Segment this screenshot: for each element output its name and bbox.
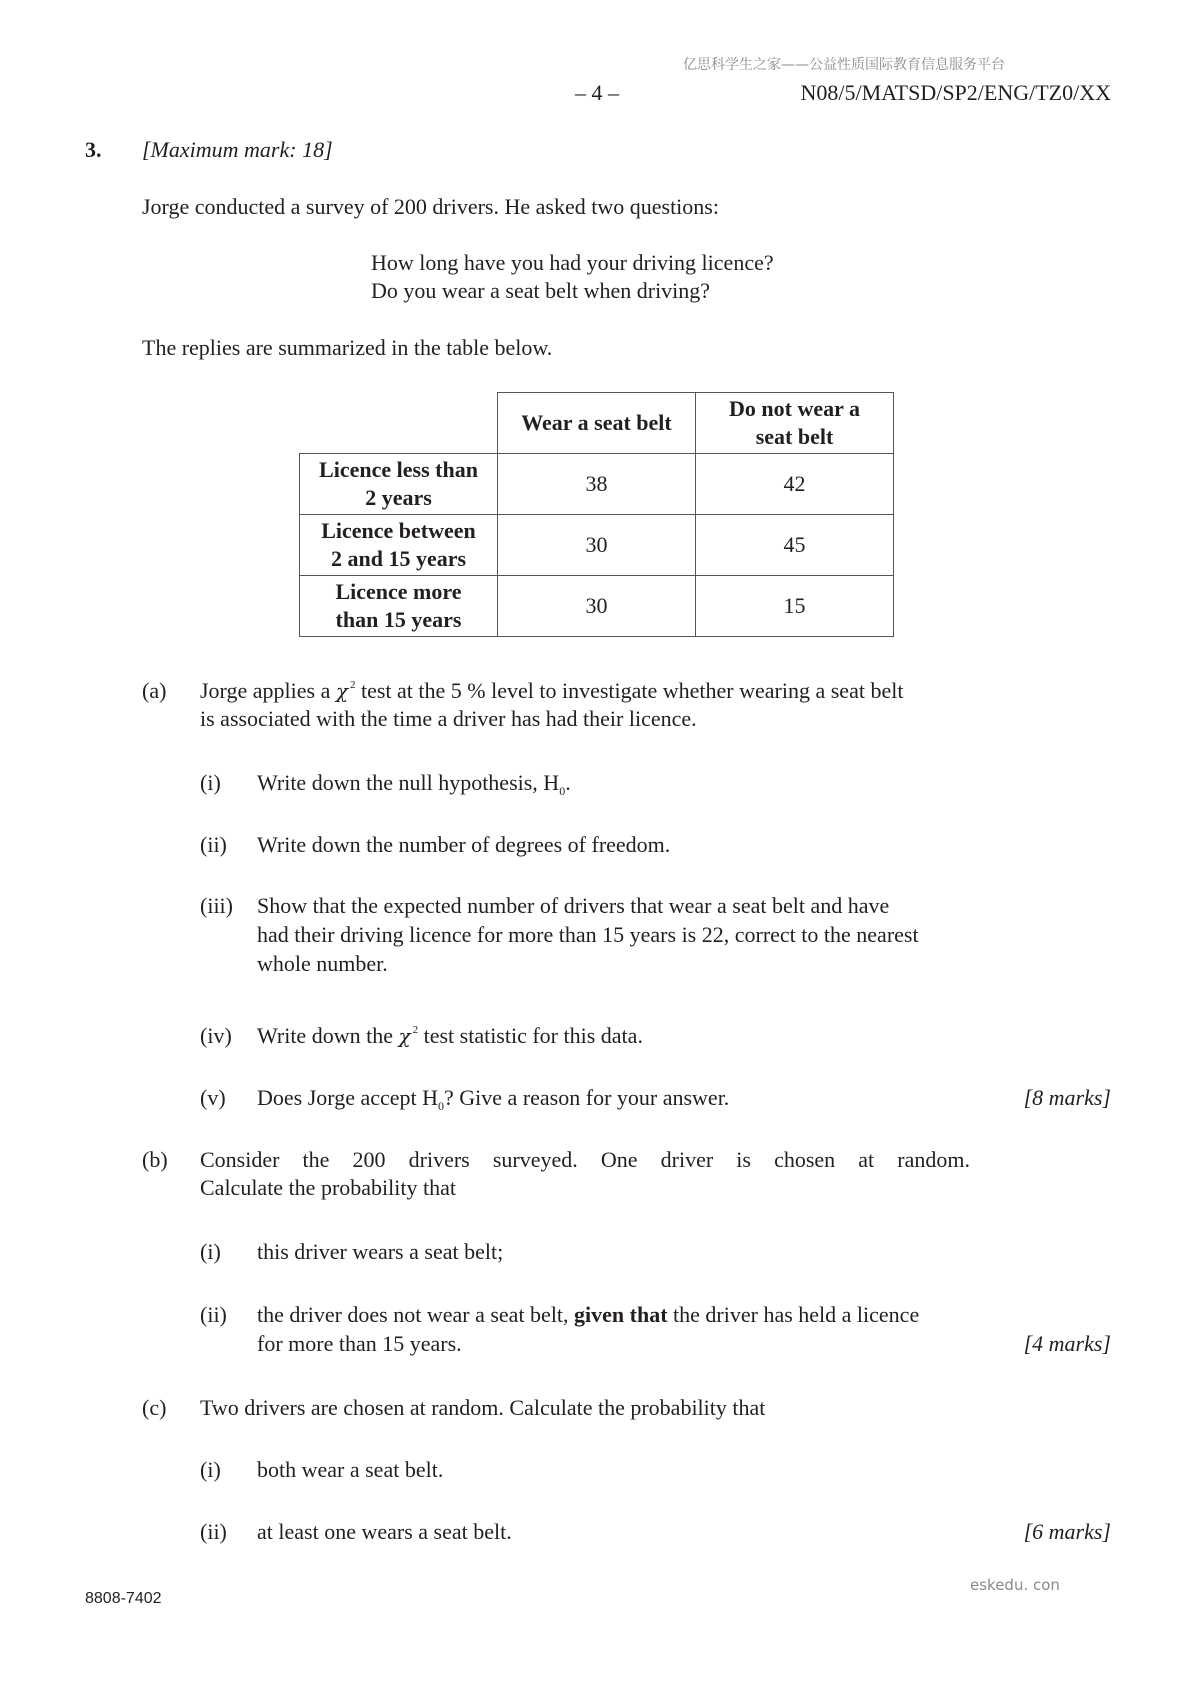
part-c-label: (c) (142, 1395, 167, 1420)
part-a-iv-label: (iv) (200, 1023, 232, 1048)
part-a-line-2: is associated with the time a driver has had their licence. (200, 706, 697, 731)
survey-question-1: How long have you had your driving licence? (371, 250, 774, 275)
table-row (300, 515, 894, 576)
question-number: 3. (85, 137, 102, 162)
part-c-i-label: (i) (200, 1457, 221, 1482)
table-row (300, 576, 894, 637)
part-c-ii-text: at least one wears a seat belt. (257, 1519, 512, 1544)
part-a-iv-text: Write down the χ $^2$ test statistic for this data. (257, 1023, 643, 1048)
table-summary-text: The replies are summarized in the table below. (142, 335, 553, 360)
survey-question-2: Do you wear a seat belt when driving? (371, 278, 711, 303)
part-a-line-1: Jorge applies a χ $^2$ test at the 5 % level to investigate whether wearing a seat belt (200, 678, 904, 703)
page-number: – 4 – (575, 80, 619, 105)
part-b-i-text: this driver wears a seat belt; (257, 1239, 504, 1264)
part-c-ii-label: (ii) (200, 1519, 227, 1544)
part-b-ii-label: (ii) (200, 1302, 227, 1327)
part-a-ii-text: Write down the number of degrees of freedom. (257, 832, 671, 857)
col-header-wear: Wear a seat belt (498, 393, 696, 454)
table-cell: 38 (498, 454, 696, 515)
table-cell: 30 (498, 515, 696, 576)
watermark-top: 亿思科学生之家——公益性质国际教育信息服务平台 (683, 57, 1005, 73)
watermark-bottom: eskedu. con (970, 1576, 1060, 1594)
part-a-iii-label: (iii) (200, 893, 233, 918)
part-a-v-text: Does Jorge accept $H_0$? Give a reason for your answer. (257, 1085, 730, 1113)
part-a-i-label: (i) (200, 770, 221, 795)
table-cell: 30 (498, 576, 696, 637)
table-cell: 15 (696, 576, 894, 637)
part-c-i-text: both wear a seat belt. (257, 1457, 444, 1482)
row-header: Licence between 2 and 15 years (300, 515, 498, 576)
part-b-line-1: Consider the 200 drivers surveyed. One driver is chosen at random. (200, 1147, 970, 1172)
row-header: Licence less than 2 years (300, 454, 498, 515)
part-b-label: (b) (142, 1147, 168, 1172)
part-c-marks: [6 marks] (1023, 1519, 1111, 1544)
part-a-label: (a) (142, 678, 167, 703)
part-b-marks: [4 marks] (1023, 1331, 1111, 1356)
part-a-v-label: (v) (200, 1085, 226, 1110)
footer-code: 8808-7402 (85, 1590, 162, 1607)
table-header-row (300, 393, 894, 454)
table-corner (300, 393, 498, 454)
part-a-iii-line-1: Show that the expected number of drivers that wear a seat belt and have (257, 893, 890, 918)
col-header-not-wear: Do not wear a seat belt (696, 393, 894, 454)
question-intro: Jorge conducted a survey of 200 drivers. He asked two questions: (142, 194, 719, 219)
table-cell: 42 (696, 454, 894, 515)
part-b-i-label: (i) (200, 1239, 221, 1264)
table-cell: 45 (696, 515, 894, 576)
part-a-iii-line-3: whole number. (257, 951, 388, 976)
part-a-i-text: Write down the null hypothesis, $H_0$. (257, 770, 571, 798)
row-header: Licence more than 15 years (300, 576, 498, 637)
part-b-ii-line-2: for more than 15 years. (257, 1331, 462, 1356)
part-b-ii-line-1: the driver does not wear a seat belt, given that the driver has held a licence (257, 1302, 920, 1327)
part-b-line-2: Calculate the probability that (200, 1175, 456, 1200)
paper-code: N08/5/MATSD/SP2/ENG/TZ0/XX (800, 80, 1111, 105)
survey-table (299, 392, 894, 637)
part-a-marks: [8 marks] (1023, 1085, 1111, 1110)
part-a-iii-line-2: had their driving licence for more than 15 years is 22, correct to the nearest (257, 922, 919, 947)
part-c-line-1: Two drivers are chosen at random. Calculate the probability that (200, 1395, 766, 1420)
table-row (300, 454, 894, 515)
maximum-mark: [Maximum mark: 18] (142, 137, 333, 162)
part-a-ii-label: (ii) (200, 832, 227, 857)
